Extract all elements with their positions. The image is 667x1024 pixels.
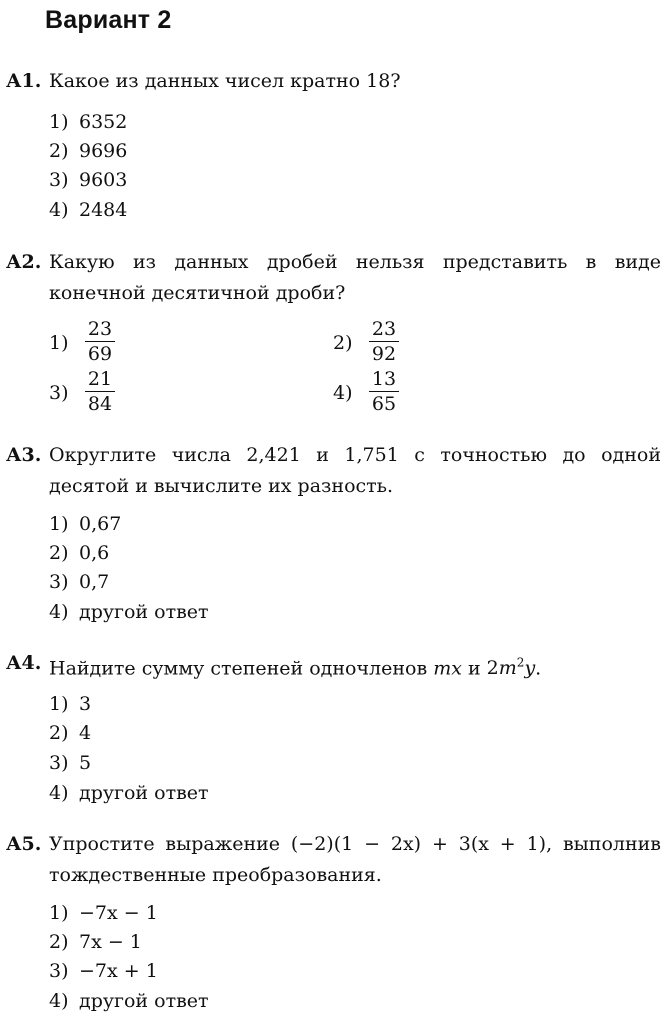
question-text: Какую из данных дробей нельзя представить в виде конечной десятичной дроби? — [49, 251, 661, 304]
fraction: $\frac{13}{65}$ — [369, 368, 399, 415]
question-a5 — [6, 829, 661, 891]
question-text: Какое из данных чисел кратно 18? — [49, 70, 401, 92]
question-number: А3. — [6, 444, 42, 466]
option-a1-1: 1) 6352 — [49, 111, 128, 133]
monomial-1: mx — [433, 657, 462, 680]
option-a5-4: 4) другой ответ — [49, 990, 209, 1012]
question-a2 — [6, 247, 661, 309]
option-a5-3: 3) −7x + 1 — [49, 960, 158, 982]
variant-title: Вариант 2 — [45, 6, 172, 34]
option-a5-2: 2) 7x − 1 — [49, 931, 142, 953]
option-a1-2: 2) 9696 — [49, 140, 128, 162]
option-a1-4: 4) 2484 — [49, 199, 128, 221]
question-a3 — [6, 440, 661, 502]
question-text: Найдите сумму степеней одночленов mx и $2m^2y$. — [49, 656, 542, 680]
option-a3-4: 4) другой ответ — [49, 601, 209, 623]
fraction: $\frac{23}{92}$ — [369, 318, 399, 365]
question-text: Округлите числа 2,421 и 1,751 с точностью до одной десятой и вычислите их разность. — [49, 444, 661, 497]
question-text: Упростите выражение (−2)(1 − 2x) + 3(x + 1), выполнив тождественные преобразования. — [49, 833, 661, 886]
question-number: А4. — [6, 652, 42, 674]
option-a3-2: 2) 0,6 — [49, 542, 110, 564]
option-a4-1: 1) 3 — [49, 693, 92, 715]
question-number: А2. — [6, 251, 42, 273]
option-a5-1: 1) −7x − 1 — [49, 902, 158, 924]
option-a4-2: 2) 4 — [49, 722, 92, 744]
question-number: А5. — [6, 833, 42, 855]
question-a1 — [6, 66, 661, 97]
question-a4 — [6, 648, 661, 684]
fraction: $\frac{21}{84}$ — [85, 368, 115, 415]
option-a1-3: 3) 9603 — [49, 169, 128, 191]
monomial-2: $2m^2y$ — [486, 656, 536, 680]
option-a3-3: 3) 0,7 — [49, 571, 110, 593]
option-a4-3: 3) 5 — [49, 752, 92, 774]
option-a4-4: 4) другой ответ — [49, 782, 209, 804]
question-number: А1. — [6, 70, 42, 92]
fraction: $\frac{23}{69}$ — [85, 318, 115, 365]
option-a3-1: 1) 0,67 — [49, 513, 122, 535]
